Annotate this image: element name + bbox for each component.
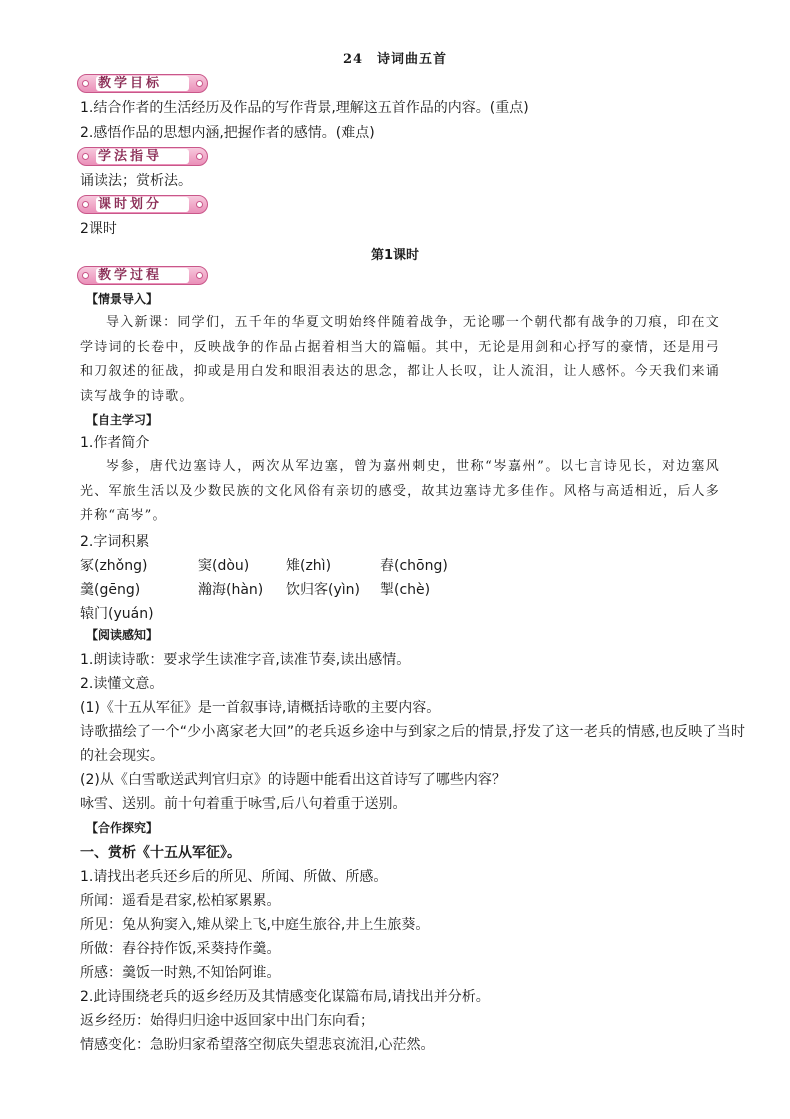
coop-emotion: 情感变化：急盼归家希望落空彻底失望悲哀流泪,心茫然。 [80,1037,435,1053]
lesson-name: 诗词曲五首 [377,52,448,67]
badge-dot-icon [82,272,89,279]
badge-dot-icon [82,80,89,87]
badge-label: 教学过程 [98,268,163,283]
coop-seen: 所见：兔从狗窦入,雉从梁上飞,中庭生旅谷,井上生旅葵。 [80,917,430,933]
vocab-grid [80,556,680,626]
coop-question-1: 1.请找出老兵还乡后的所见、所闻、所做、所感。 [80,869,388,885]
method-text: 诵读法；赏析法。 [80,173,192,189]
goal-item-1: 1.结合作者的生活经历及作品的写作背景,理解这五首作品的内容。(重点) [80,100,529,116]
vocab-item: 羹(gēng) [80,582,141,598]
subheading-intro: 【情景导入】 [86,292,159,306]
vocab-item: 窦(dòu) [198,558,250,574]
lesson-number: 24 [342,52,364,67]
author-heading: 1.作者简介 [80,435,150,451]
reading-step-2: 2.读懂文意。 [80,676,164,692]
reading-question-1: (1)《十五从军征》是一首叙事诗,请概括诗歌的主要内容。 [80,700,441,716]
vocab-item: 饮归客(yìn) [286,582,360,598]
reading-question-2: (2)从《白雪歌送武判官归京》的诗题中能看出这首诗写了哪些内容？ [80,772,506,788]
badge-dot-icon [196,272,203,279]
badge-dot-icon [196,80,203,87]
schedule-text: 2课时 [80,221,117,237]
badge-dot-icon [82,201,89,208]
coop-question-2: 2.此诗围绕老兵的返乡经历及其情感变化谋篇布局,请找出并分析。 [80,989,490,1005]
author-paragraph: 岑参，唐代边塞诗人，两次从军边塞，曾为嘉州刺史，世称“岑嘉州”。以七言诗见长，对边塞风光、军旅生活以及少数民族的文化风俗有亲切的感受，故其边塞诗尤多佳作。风格与高适相近，后人多并称“高岑”。 [80,459,720,523]
coop-heard: 所闻：遥看是君家,松柏冢累累。 [80,893,281,909]
lesson-period-title: 第1课时 [370,248,420,263]
coop-journey: 返乡经历：始得归归途中返回家中出门东向看； [80,1013,374,1029]
vocab-item: 掣(chè) [380,582,431,598]
section-badge-schedule [77,195,208,214]
vocab-heading: 2.字词积累 [80,534,150,550]
intro-paragraph: 导入新课：同学们，五千年的华夏文明始终伴随着战争，无论哪一个朝代都有战争的刀痕，印在文学诗词的长卷中，反映战争的作品占据着相当大的篇幅。其中，无论是用剑和心抒写的豪情，还是用弓和刀叙述的征战，抑或是用白发和眼泪表达的思念，都让人长叹，让人流泪，让人感怀。今天我们来诵读写战争的诗歌。 [80,315,720,404]
section-badge-method [77,147,208,166]
badge-dot-icon [196,153,203,160]
subheading-reading: 【阅读感知】 [86,628,159,642]
subheading-self-study: 【自主学习】 [86,413,159,427]
badge-label: 教学目标 [98,76,163,91]
coop-heading: 一、赏析《十五从军征》。 [80,845,241,861]
badge-dot-icon [196,201,203,208]
vocab-item: 舂(chōng) [380,558,448,574]
section-badge-goals [77,74,208,93]
reading-answer-1: 诗歌描绘了一个“少小离家老大回”的老兵返乡途中与到家之后的情景,抒发了这一老兵的情感,也反映了当时的社会现实。 [80,724,745,764]
page-title [0,48,790,67]
vocab-item: 瀚海(hàn) [198,582,264,598]
coop-felt: 所感：羹饭一时熟,不知饴阿谁。 [80,965,281,981]
reading-step-1: 1.朗读诗歌：要求学生读准字音,读准节奏,读出感情。 [80,652,411,668]
coop-done: 所做：舂谷持作饭,采葵持作羹。 [80,941,281,957]
goal-item-2: 2.感悟作品的思想内涵,把握作者的感情。(难点) [80,125,375,141]
vocab-item: 冢(zhǒng) [80,558,148,574]
vocab-item: 雉(zhì) [286,558,332,574]
subheading-coop: 【合作探究】 [86,821,159,835]
badge-dot-icon [82,153,89,160]
reading-answer-2: 咏雪、送别。前十句着重于咏雪,后八句着重于送别。 [80,796,407,812]
badge-label: 课时划分 [98,197,163,212]
badge-label: 学法指导 [98,149,163,164]
section-badge-process [77,266,208,285]
vocab-item: 辕门(yuán) [80,606,154,622]
